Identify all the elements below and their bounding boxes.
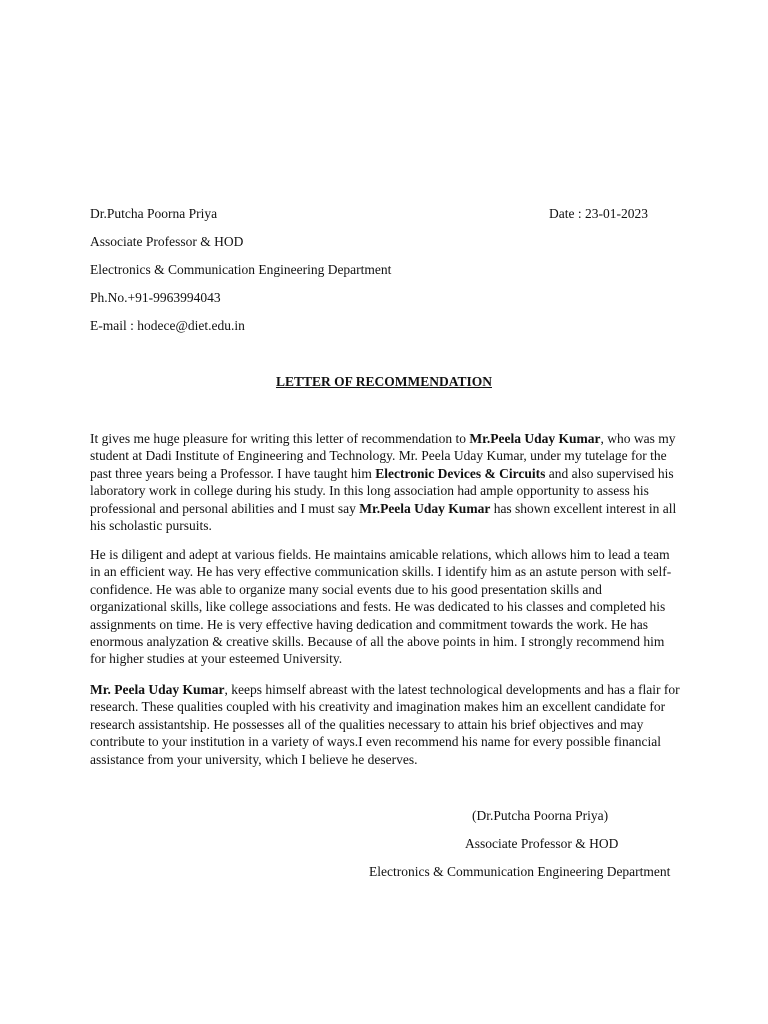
letter-title: LETTER OF RECOMMENDATION bbox=[275, 374, 492, 389]
p1-student-name-2: Mr.Peela Uday Kumar bbox=[359, 500, 491, 516]
letter-date: Date : 23-01-2023 bbox=[549, 206, 648, 221]
signature-designation: Associate Professor & HOD bbox=[465, 836, 619, 851]
sender-department: Electronics & Communication Engineering Department bbox=[90, 262, 392, 277]
sender-email: E-mail : hodece@diet.edu.in bbox=[90, 318, 245, 333]
p3-text-1: , keeps himself abreast with the latest technological developments and has a flair for research. These qualities coupled with his creativity and imagination makes him an excellent candidate for research assistantship. He possesses all of the qualities necessary to attain his brief objectives and may contribute to your institution in a variety of ways.I even recommend his name for every possible financial assistance from your university, which I believe he deserves. bbox=[90, 682, 680, 767]
p1-subject: Electronic Devices & Circuits bbox=[375, 465, 546, 481]
p1-text-2: , who was my student at Dadi Institute of Engineering and Technology. Mr. Peela Uday Kumar, under my tutelage for the past three years being a Professor. I have taught him bbox=[90, 431, 676, 481]
paragraph-3 bbox=[90, 681, 680, 768]
p1-text-1: It gives me huge pleasure for writing this letter of recommendation to bbox=[90, 431, 470, 446]
p3-student-name: Mr. Peela Uday Kumar bbox=[90, 682, 225, 697]
sender-name: Dr.Putcha Poorna Priya bbox=[90, 206, 218, 221]
paragraph-1 bbox=[90, 430, 680, 534]
sender-designation: Associate Professor & HOD bbox=[90, 234, 244, 249]
sender-phone: Ph.No.+91-9963994043 bbox=[90, 290, 221, 305]
signature-department: Electronics & Communication Engineering Department bbox=[369, 864, 671, 879]
paragraph-2: He is diligent and adept at various fields. He maintains amicable relations, which allows him to lead a team in an efficient way. He has very effective communication skills. I identify him as an astute person with self-confidence. He was able to organize many social events due to his good presentation skills and organizational skills, like college associations and fests. He was dedicated to his classes and completed his assignments on time. He is very effective having dedication and commitment towards the work. He has enormous analyzation & creative skills. Because of all the above points in him. I strongly recommend him for higher studies at your esteemed University. bbox=[90, 547, 672, 667]
signature-name: (Dr.Putcha Poorna Priya) bbox=[472, 808, 609, 823]
p1-text-3: and also supervised his laboratory work in college during his study. In this long association had ample opportunity to assess his professional and personal abilities and I must say bbox=[90, 465, 674, 516]
p1-student-name-1: Mr.Peela Uday Kumar bbox=[469, 431, 601, 446]
p1-text-4: has shown excellent interest in all his scholastic pursuits. bbox=[90, 500, 677, 534]
